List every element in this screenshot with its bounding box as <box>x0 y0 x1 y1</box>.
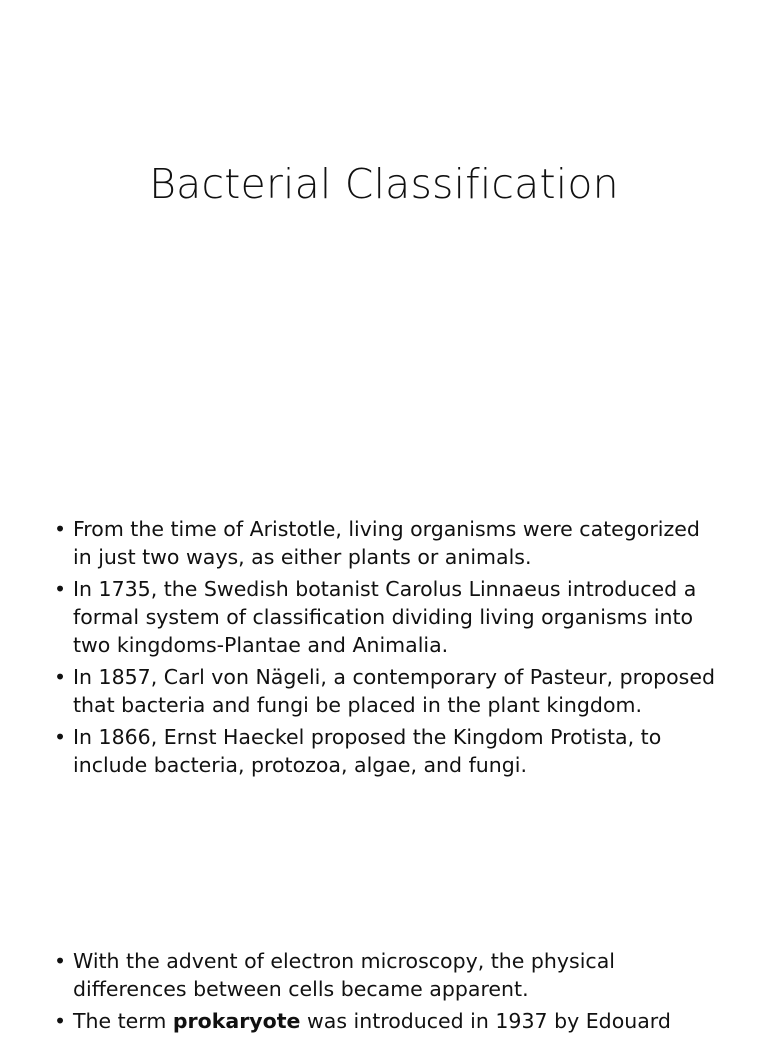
bullet-icon: • <box>54 577 67 601</box>
bold-term-prokaryote: prokaryote <box>172 1009 301 1033</box>
bullet-text: In 1735, the Swedish botanist Carolus Linnaeus introduced a formal system of classification dividing living organisms into two kingdoms-Plantae and Animalia. <box>73 577 697 657</box>
list-item <box>54 947 724 1003</box>
bullet-icon: • <box>54 665 67 689</box>
bullet-text: In 1866, Ernst Haeckel proposed the Kingdom Protista, to include bacteria, protozoa, algae, and fungi. <box>73 725 662 777</box>
list-item <box>54 515 724 571</box>
list-item <box>54 1007 724 1035</box>
list-item <box>54 663 724 719</box>
list-item <box>54 723 724 779</box>
bullet-text: From the time of Aristotle, living organisms were categorized in just two ways, as either plants or animals. <box>73 517 700 569</box>
bullet-icon: • <box>54 725 67 749</box>
list-item <box>54 575 724 659</box>
text-after: was introduced in 1937 by Edouard <box>300 1009 671 1033</box>
bullet-text: With the advent of electron microscopy, the physical differences between cells became apparent. <box>73 949 615 1001</box>
bullet-list-microscopy <box>54 947 724 1039</box>
bullet-text: In 1857, Carl von Nägeli, a contemporary of Pasteur, proposed that bacteria and fungi be placed in the plant kingdom. <box>73 665 715 717</box>
bullet-icon: • <box>54 517 67 541</box>
bullet-text-prokaryote <box>73 1009 671 1033</box>
bullet-list-history <box>54 515 724 783</box>
bullet-icon: • <box>54 949 67 973</box>
slide-title: Bacterial Classification <box>149 160 619 208</box>
text-before: The term <box>73 1009 173 1033</box>
bullet-icon: • <box>54 1009 67 1033</box>
